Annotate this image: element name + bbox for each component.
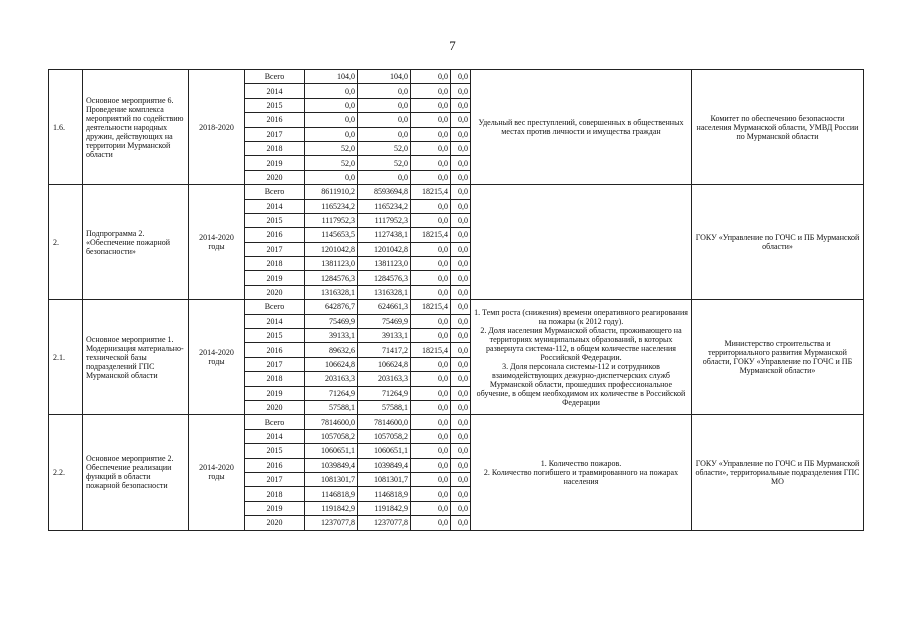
federal-budget-value: 0,0 bbox=[411, 170, 451, 184]
other-sources-value: 0,0 bbox=[451, 285, 471, 299]
total-value: 1201042,8 bbox=[305, 242, 358, 256]
regional-budget-value: 1237077,8 bbox=[358, 516, 411, 530]
other-sources-value: 0,0 bbox=[451, 343, 471, 357]
table-row bbox=[49, 185, 864, 199]
federal-budget-value: 0,0 bbox=[411, 285, 451, 299]
other-sources-value: 0,0 bbox=[451, 444, 471, 458]
total-value: 106624,8 bbox=[305, 357, 358, 371]
total-value: 104,0 bbox=[305, 70, 358, 84]
section-number: 1.6. bbox=[49, 70, 83, 185]
total-value: 71264,9 bbox=[305, 386, 358, 400]
year-cell: 2018 bbox=[245, 257, 305, 271]
federal-budget-value: 0,0 bbox=[411, 70, 451, 84]
regional-budget-value: 1081301,7 bbox=[358, 472, 411, 486]
total-value: 1381123,0 bbox=[305, 257, 358, 271]
regional-budget-value: 1284576,3 bbox=[358, 271, 411, 285]
year-cell: Всего bbox=[245, 300, 305, 314]
regional-budget-value: 1127438,1 bbox=[358, 228, 411, 242]
year-cell: 2017 bbox=[245, 127, 305, 141]
regional-budget-value: 57588,1 bbox=[358, 400, 411, 414]
year-cell: 2018 bbox=[245, 141, 305, 155]
section-years: 2014-2020 годы bbox=[189, 300, 245, 415]
section-years: 2014-2020 годы bbox=[189, 415, 245, 530]
other-sources-value: 0,0 bbox=[451, 415, 471, 429]
year-cell: 2014 bbox=[245, 429, 305, 443]
total-value: 0,0 bbox=[305, 98, 358, 112]
total-value: 0,0 bbox=[305, 170, 358, 184]
executor-cell: Министерство строительства и территориального развития Мурманской области, ГОКУ «Управление по ГОЧС и ПБ Мурманской области» bbox=[692, 300, 864, 415]
executor-cell: ГОКУ «Управление по ГОЧС и ПБ Мурманской области» bbox=[692, 185, 864, 300]
other-sources-value: 0,0 bbox=[451, 271, 471, 285]
year-cell: 2019 bbox=[245, 386, 305, 400]
year-cell: 2017 bbox=[245, 357, 305, 371]
year-cell: 2016 bbox=[245, 228, 305, 242]
other-sources-value: 0,0 bbox=[451, 372, 471, 386]
other-sources-value: 0,0 bbox=[451, 472, 471, 486]
regional-budget-value: 1191842,9 bbox=[358, 501, 411, 515]
year-cell: 2014 bbox=[245, 314, 305, 328]
regional-budget-value: 1201042,8 bbox=[358, 242, 411, 256]
year-cell: 2017 bbox=[245, 472, 305, 486]
indicators-cell bbox=[471, 300, 692, 415]
regional-budget-value: 1117952,3 bbox=[358, 213, 411, 227]
total-value: 39133,1 bbox=[305, 329, 358, 343]
federal-budget-value: 0,0 bbox=[411, 372, 451, 386]
regional-budget-value: 0,0 bbox=[358, 170, 411, 184]
federal-budget-value: 0,0 bbox=[411, 357, 451, 371]
regional-budget-value: 8593694,8 bbox=[358, 185, 411, 199]
other-sources-value: 0,0 bbox=[451, 84, 471, 98]
regional-budget-value: 75469,9 bbox=[358, 314, 411, 328]
year-cell: 2020 bbox=[245, 516, 305, 530]
total-value: 52,0 bbox=[305, 156, 358, 170]
year-cell: 2014 bbox=[245, 199, 305, 213]
year-cell: 2014 bbox=[245, 84, 305, 98]
total-value: 1057058,2 bbox=[305, 429, 358, 443]
federal-budget-value: 0,0 bbox=[411, 386, 451, 400]
program-table bbox=[48, 69, 864, 531]
page-number: 7 bbox=[449, 38, 456, 53]
other-sources-value: 0,0 bbox=[451, 98, 471, 112]
regional-budget-value: 1316328,1 bbox=[358, 285, 411, 299]
total-value: 89632,6 bbox=[305, 343, 358, 357]
federal-budget-value: 0,0 bbox=[411, 127, 451, 141]
regional-budget-value: 0,0 bbox=[358, 84, 411, 98]
indicator-text: 1. Темп роста (снижения) времени оперативного реагирования на пожары (к 2012 году). bbox=[474, 307, 688, 326]
other-sources-value: 0,0 bbox=[451, 516, 471, 530]
regional-budget-value: 52,0 bbox=[358, 156, 411, 170]
year-cell: 2015 bbox=[245, 213, 305, 227]
federal-budget-value: 0,0 bbox=[411, 113, 451, 127]
other-sources-value: 0,0 bbox=[451, 487, 471, 501]
indicator-text: Удельный вес преступлений, совершенных в общественных местах против личности и имущества граждан bbox=[478, 118, 684, 137]
other-sources-value: 0,0 bbox=[451, 185, 471, 199]
table-row bbox=[49, 415, 864, 429]
regional-budget-value: 0,0 bbox=[358, 98, 411, 112]
regional-budget-value: 106624,8 bbox=[358, 357, 411, 371]
regional-budget-value: 39133,1 bbox=[358, 329, 411, 343]
federal-budget-value: 0,0 bbox=[411, 314, 451, 328]
regional-budget-value: 1146818,9 bbox=[358, 487, 411, 501]
federal-budget-value: 0,0 bbox=[411, 415, 451, 429]
federal-budget-value: 0,0 bbox=[411, 156, 451, 170]
other-sources-value: 0,0 bbox=[451, 300, 471, 314]
other-sources-value: 0,0 bbox=[451, 199, 471, 213]
year-cell: Всего bbox=[245, 70, 305, 84]
total-value: 0,0 bbox=[305, 84, 358, 98]
total-value: 1237077,8 bbox=[305, 516, 358, 530]
total-value: 1146818,9 bbox=[305, 487, 358, 501]
year-cell: 2020 bbox=[245, 400, 305, 414]
total-value: 1081301,7 bbox=[305, 472, 358, 486]
regional-budget-value: 104,0 bbox=[358, 70, 411, 84]
section-number: 2. bbox=[49, 185, 83, 300]
other-sources-value: 0,0 bbox=[451, 257, 471, 271]
regional-budget-value: 1057058,2 bbox=[358, 429, 411, 443]
other-sources-value: 0,0 bbox=[451, 141, 471, 155]
total-value: 75469,9 bbox=[305, 314, 358, 328]
other-sources-value: 0,0 bbox=[451, 386, 471, 400]
total-value: 1145653,5 bbox=[305, 228, 358, 242]
indicators-cell bbox=[471, 185, 692, 300]
regional-budget-value: 71417,2 bbox=[358, 343, 411, 357]
federal-budget-value: 0,0 bbox=[411, 400, 451, 414]
other-sources-value: 0,0 bbox=[451, 228, 471, 242]
other-sources-value: 0,0 bbox=[451, 501, 471, 515]
year-cell: 2019 bbox=[245, 271, 305, 285]
section-name: Подпрограмма 2. «Обеспечение пожарной безопасности» bbox=[83, 185, 189, 300]
total-value: 1117952,3 bbox=[305, 213, 358, 227]
indicator-text: 2. Количество погибшего и травмированного на пожарах населения bbox=[483, 467, 679, 486]
year-cell: 2016 bbox=[245, 343, 305, 357]
federal-budget-value: 0,0 bbox=[411, 141, 451, 155]
year-cell: 2016 bbox=[245, 113, 305, 127]
federal-budget-value: 0,0 bbox=[411, 472, 451, 486]
other-sources-value: 0,0 bbox=[451, 113, 471, 127]
section-years: 2018-2020 bbox=[189, 70, 245, 185]
other-sources-value: 0,0 bbox=[451, 242, 471, 256]
regional-budget-value: 52,0 bbox=[358, 141, 411, 155]
year-cell: Всего bbox=[245, 415, 305, 429]
federal-budget-value: 18215,4 bbox=[411, 300, 451, 314]
table-body bbox=[49, 70, 864, 531]
federal-budget-value: 18215,4 bbox=[411, 343, 451, 357]
other-sources-value: 0,0 bbox=[451, 314, 471, 328]
indicators-cell bbox=[471, 70, 692, 185]
total-value: 52,0 bbox=[305, 141, 358, 155]
year-cell: 2020 bbox=[245, 285, 305, 299]
indicator-text: 2. Доля населения Мурманской области, проживающего на территориях муниципальных образований, в которых развернута система-112, в общем количестве населения Российской Федерации. bbox=[480, 325, 682, 362]
indicator-text: 1. Количество пожаров. bbox=[540, 458, 622, 468]
table-row bbox=[49, 70, 864, 84]
year-cell: 2018 bbox=[245, 487, 305, 501]
federal-budget-value: 0,0 bbox=[411, 199, 451, 213]
total-value: 1060651,1 bbox=[305, 444, 358, 458]
regional-budget-value: 1381123,0 bbox=[358, 257, 411, 271]
total-value: 0,0 bbox=[305, 127, 358, 141]
executor-cell: ГОКУ «Управление по ГОЧС и ПБ Мурманской области», территориальные подразделения ГПС МО bbox=[692, 415, 864, 530]
year-cell: 2015 bbox=[245, 444, 305, 458]
other-sources-value: 0,0 bbox=[451, 127, 471, 141]
other-sources-value: 0,0 bbox=[451, 156, 471, 170]
total-value: 1039849,4 bbox=[305, 458, 358, 472]
total-value: 1316328,1 bbox=[305, 285, 358, 299]
year-cell: 2020 bbox=[245, 170, 305, 184]
other-sources-value: 0,0 bbox=[451, 400, 471, 414]
other-sources-value: 0,0 bbox=[451, 458, 471, 472]
indicators-cell bbox=[471, 415, 692, 530]
federal-budget-value: 0,0 bbox=[411, 242, 451, 256]
regional-budget-value: 7814600,0 bbox=[358, 415, 411, 429]
total-value: 1191842,9 bbox=[305, 501, 358, 515]
federal-budget-value: 0,0 bbox=[411, 444, 451, 458]
year-cell: 2018 bbox=[245, 372, 305, 386]
federal-budget-value: 0,0 bbox=[411, 98, 451, 112]
table-row bbox=[49, 300, 864, 314]
year-cell: 2019 bbox=[245, 156, 305, 170]
section-name: Основное мероприятие 1. Модернизация материально-технической базы подразделений ГПС Мурманской области bbox=[83, 300, 189, 415]
regional-budget-value: 1060651,1 bbox=[358, 444, 411, 458]
regional-budget-value: 1165234,2 bbox=[358, 199, 411, 213]
federal-budget-value: 18215,4 bbox=[411, 185, 451, 199]
other-sources-value: 0,0 bbox=[451, 329, 471, 343]
total-value: 57588,1 bbox=[305, 400, 358, 414]
total-value: 1284576,3 bbox=[305, 271, 358, 285]
federal-budget-value: 0,0 bbox=[411, 458, 451, 472]
other-sources-value: 0,0 bbox=[451, 170, 471, 184]
federal-budget-value: 0,0 bbox=[411, 329, 451, 343]
section-name: Основное мероприятие 2. Обеспечение реализации функций в области пожарной безопасности bbox=[83, 415, 189, 530]
total-value: 7814600,0 bbox=[305, 415, 358, 429]
federal-budget-value: 0,0 bbox=[411, 487, 451, 501]
regional-budget-value: 203163,3 bbox=[358, 372, 411, 386]
year-cell: 2019 bbox=[245, 501, 305, 515]
total-value: 642876,7 bbox=[305, 300, 358, 314]
total-value: 203163,3 bbox=[305, 372, 358, 386]
total-value: 1165234,2 bbox=[305, 199, 358, 213]
total-value: 0,0 bbox=[305, 113, 358, 127]
federal-budget-value: 0,0 bbox=[411, 84, 451, 98]
total-value: 8611910,2 bbox=[305, 185, 358, 199]
federal-budget-value: 0,0 bbox=[411, 257, 451, 271]
year-cell: Всего bbox=[245, 185, 305, 199]
other-sources-value: 0,0 bbox=[451, 213, 471, 227]
year-cell: 2015 bbox=[245, 98, 305, 112]
federal-budget-value: 0,0 bbox=[411, 271, 451, 285]
regional-budget-value: 624661,3 bbox=[358, 300, 411, 314]
regional-budget-value: 0,0 bbox=[358, 113, 411, 127]
regional-budget-value: 1039849,4 bbox=[358, 458, 411, 472]
other-sources-value: 0,0 bbox=[451, 70, 471, 84]
other-sources-value: 0,0 bbox=[451, 429, 471, 443]
year-cell: 2016 bbox=[245, 458, 305, 472]
year-cell: 2017 bbox=[245, 242, 305, 256]
federal-budget-value: 0,0 bbox=[411, 213, 451, 227]
regional-budget-value: 0,0 bbox=[358, 127, 411, 141]
federal-budget-value: 0,0 bbox=[411, 501, 451, 515]
indicator-text: 3. Доля персонала системы-112 и сотрудников взаимодействующих дежурно-диспетчерских служб Мурманской области, прошедших профессиональное обучение, в общем необходимом их количестве в Российской Федерации bbox=[476, 361, 686, 407]
year-cell: 2015 bbox=[245, 329, 305, 343]
section-years: 2014-2020 годы bbox=[189, 185, 245, 300]
federal-budget-value: 18215,4 bbox=[411, 228, 451, 242]
federal-budget-value: 0,0 bbox=[411, 516, 451, 530]
other-sources-value: 0,0 bbox=[451, 357, 471, 371]
section-number: 2.1. bbox=[49, 300, 83, 415]
federal-budget-value: 0,0 bbox=[411, 429, 451, 443]
executor-cell: Комитет по обеспечению безопасности населения Мурманской области, УМВД России по Мурманской области bbox=[692, 70, 864, 185]
section-number: 2.2. bbox=[49, 415, 83, 530]
regional-budget-value: 71264,9 bbox=[358, 386, 411, 400]
section-name: Основное мероприятие 6. Проведение комплекса мероприятий по содействию деятельности народных дружин, действующих на территории Мурманской области bbox=[83, 70, 189, 185]
